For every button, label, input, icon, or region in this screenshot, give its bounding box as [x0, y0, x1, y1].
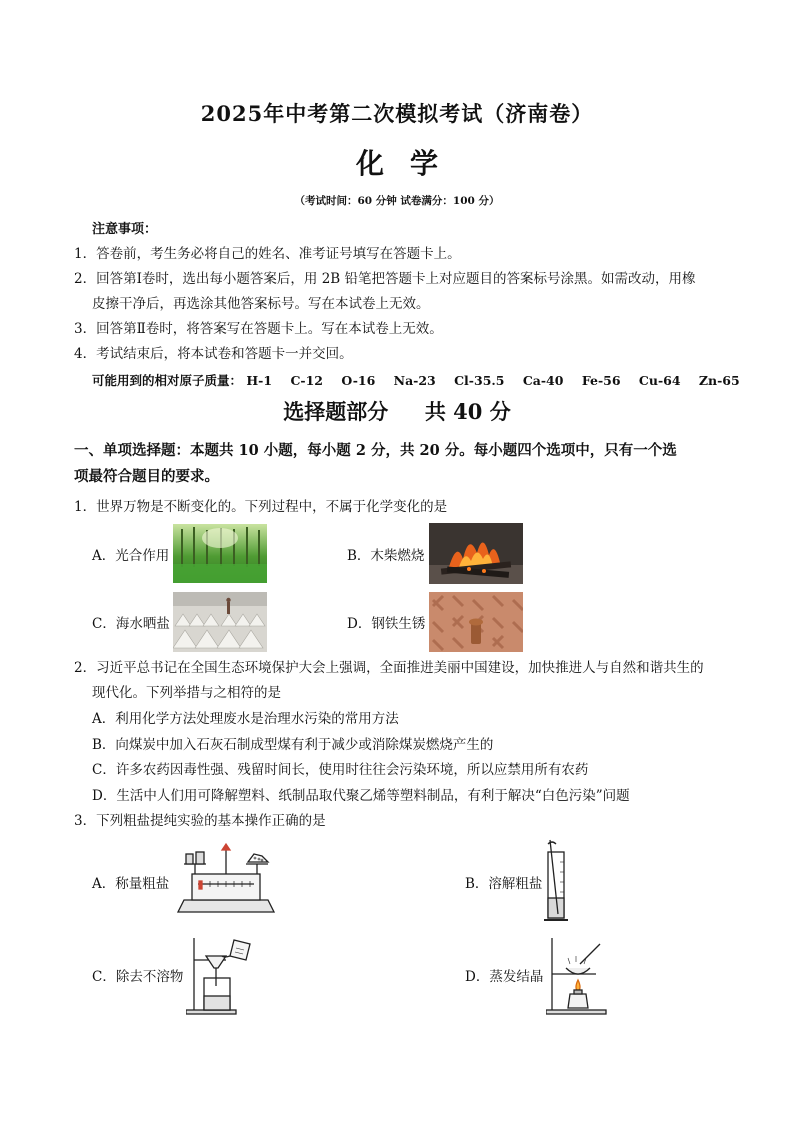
exam-info: （考试时间：60 分钟 试卷满分：100 分） [294, 195, 500, 207]
balance-scale-diagram [172, 840, 280, 920]
q3-stem: 3．下列粗盐提纯实验的基本操作正确的是 [74, 813, 326, 829]
q2-stem-cont: 现代化。下列举措与之相符的是 [92, 685, 281, 701]
q3-option-d: D．蒸发结晶 [465, 969, 544, 985]
section-title: 选择题部分 共 40 分 [283, 399, 511, 424]
atomic-mass: O-16 [341, 373, 376, 388]
q1-option-d: D．钢铁生锈 [347, 616, 426, 632]
atomic-mass: C-12 [290, 373, 323, 388]
note-item-4: 4．考试结束后，将本试卷和答题卡一并交回。 [74, 346, 353, 362]
atomic-mass: Cu-64 [638, 373, 681, 388]
exam-title: 2025年中考第二次模拟考试（济南卷） [200, 101, 594, 126]
part-one-heading-cont: 项最符合题目的要求。 [74, 468, 219, 485]
q3-option-c: C．除去不溶物 [92, 969, 184, 985]
evaporation-apparatus-diagram [546, 934, 608, 1016]
q2-option-a: A．利用化学方法处理废水是治理水污染的常用方法 [92, 711, 399, 727]
subject-title: 化学 [355, 147, 464, 180]
q2-option-b: B．向煤炭中加入石灰石制成型煤有利于减少或消除煤炭燃烧产生的 [92, 737, 494, 753]
rusting-steel-photo [429, 592, 523, 652]
notes-title: 注意事项： [92, 222, 158, 237]
q1-stem: 1．世界万物是不断变化的。下列过程中，不属于化学变化的是 [74, 499, 448, 515]
atomic-mass: Na-23 [393, 373, 436, 388]
note-item-3: 3．回答第Ⅱ卷时，将答案写在答题卡上。写在本试卷上无效。 [74, 321, 443, 337]
photosynthesis-photo [173, 524, 267, 583]
q2-option-d: D．生活中人们用可降解塑料、纸制品取代聚乙烯等塑料制品，有利于解决“白色污染”问题 [92, 788, 630, 804]
note-item-2-cont: 皮擦干净后，再选涂其他答案标号。写在本试卷上无效。 [92, 296, 430, 312]
atomic-mass-line [92, 371, 754, 389]
burning-wood-photo [429, 523, 523, 584]
sea-salt-drying-photo [173, 592, 267, 652]
q3-option-a: A．称量粗盐 [92, 876, 170, 892]
filtration-apparatus-diagram [186, 934, 256, 1016]
atomic-mass: Zn-65 [698, 373, 740, 388]
part-one-heading: 一、单项选择题：本题共 10 小题，每小题 2 分，共 20 分。每小题四个选项中，只有一个选 [74, 442, 677, 459]
atomic-mass: Fe-56 [581, 373, 621, 388]
q2-option-c: C．许多农药因毒性强、残留时间长，使用时往往会污染环境，所以应禁用所有农药 [92, 762, 589, 778]
q1-option-b: B．木柴燃烧 [347, 548, 425, 564]
dissolving-cylinder-diagram [542, 838, 572, 924]
q3-option-b: B．溶解粗盐 [465, 876, 543, 892]
q1-option-a: A．光合作用 [92, 548, 170, 564]
q1-option-c: C．海水晒盐 [92, 616, 170, 632]
atomic-mass: Cl-35.5 [454, 373, 505, 388]
note-item-1: 1．答卷前，考生务必将自己的姓名、准考证号填写在答题卡上。 [74, 246, 461, 262]
atomic-mass: H-1 [246, 373, 273, 388]
atomic-mass: Ca-40 [522, 373, 564, 388]
q2-stem: 2．习近平总书记在全国生态环境保护大会上强调，全面推进美丽中国建设，加快推进人与自然和谐共生的 [74, 660, 704, 676]
note-item-2: 2．回答第Ⅰ卷时，选出每小题答案后，用 2B 铅笔把答题卡上对应题目的答案标号涂黑。如需改动，用橡 [74, 271, 696, 287]
atomic-mass-label: 可能用到的相对原子质量： [92, 373, 243, 388]
